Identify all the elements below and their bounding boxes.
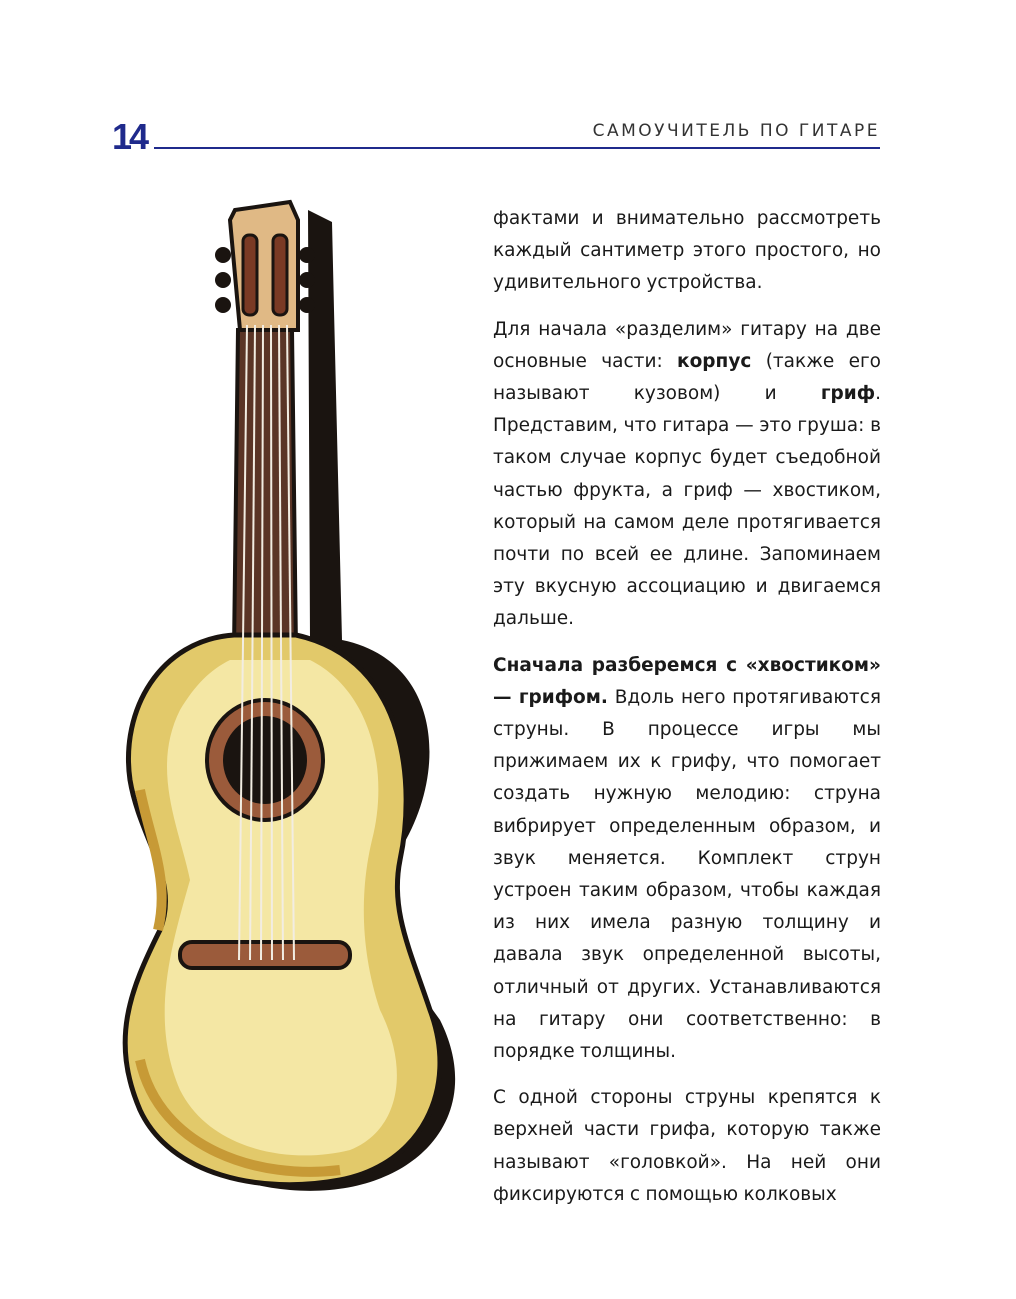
paragraph-2	[493, 314, 881, 636]
p3-text: Вдоль него протягиваются струны. В процессе игры мы прижимаем их к грифу, что помогает создать нужную мелодию: струна вибрирует определенным образом, и звук меняется. Комплект струн устроен таким образом, чтобы каждая из них имела разную толщину и давала звук определенной высоты, отличный от других. Устанавливаются на гитару они соответственно: в порядке толщины.	[493, 686, 881, 1063]
p2-text-1: Для начала «разделим» гитару на две основные части:	[493, 318, 881, 372]
header-rule	[154, 147, 880, 149]
paragraph-4: С одной стороны струны крепятся к верхней части грифа, которую также называют «головкой». На ней они фиксируются с помощью колковых	[493, 1087, 881, 1205]
running-title: САМОУЧИТЕЛЬ ПО ГИТАРЕ	[592, 121, 880, 141]
p2-text-2: (также его называют кузовом) и	[493, 350, 881, 405]
body-text	[493, 203, 881, 1225]
guitar-illustration	[110, 190, 470, 1200]
term-korpus: корпус	[677, 350, 752, 372]
classical-guitar-icon	[110, 190, 470, 1200]
paragraph-1: фактами и внимательно рассмотреть каждый сантиметр этого простого, но удивительного устройства.	[493, 208, 881, 294]
p3-lead-bold: Сначала разберемся с «хвостиком» — грифом.	[493, 654, 881, 708]
paragraph-3	[493, 650, 881, 1069]
term-grif: гриф	[820, 383, 876, 405]
p2-text-3: . Представим, что гитара — это груша: в таком случае корпус будет съедобной частью фрукта, а гриф — хвостиком, который на самом деле протягивается почти по всей ее длине. Запоминаем эту вкусную ассоциацию и двигаемся дальше.	[493, 383, 881, 630]
page-number: 14	[112, 116, 147, 157]
